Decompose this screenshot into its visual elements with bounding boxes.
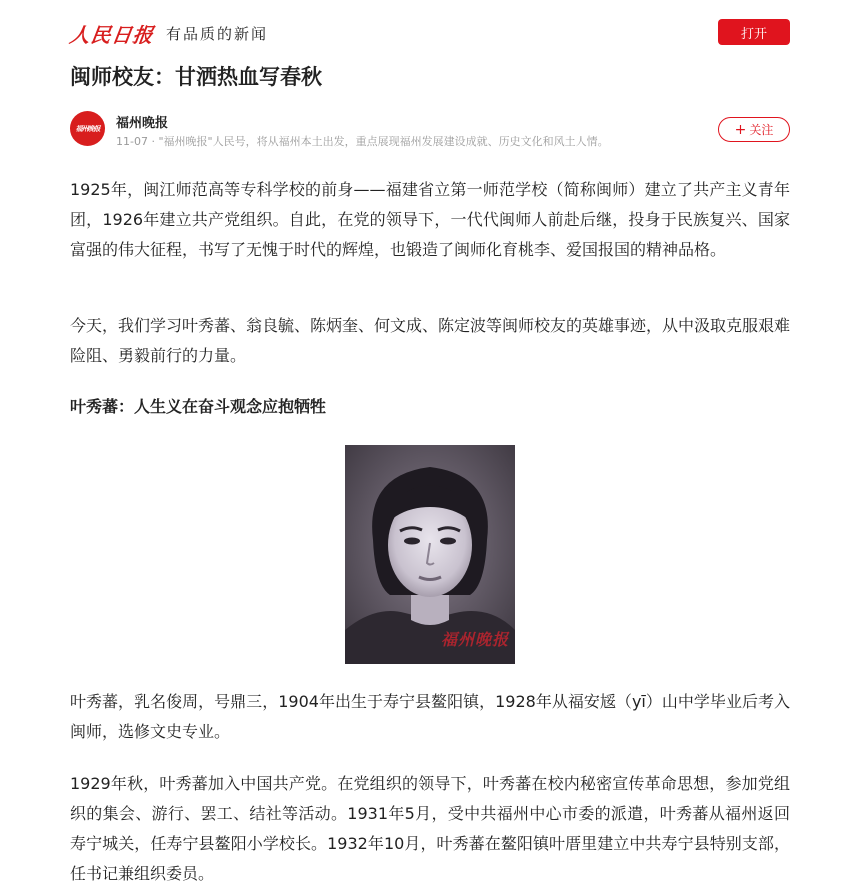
paragraph-history: 1929年秋，叶秀蕃加入中国共产党。在党组织的领导下，叶秀蕃在校内秘密宣传革命思想，参加党组织的集会、游行、罢工、结社等活动。1931年5月，受中共福州中心市委的派遣，叶秀蕃从福州返回寿宁城关，任寿宁县鳌阳小学校长。1932年10月，叶秀蕃在鳌阳镇叶厝里建立中共寿宁县特别支部，任书记兼组织委员。	[70, 774, 790, 883]
author-avatar[interactable]: 福州晚报	[70, 111, 105, 146]
article-title: 闽师校友：甘洒热血写春秋	[70, 65, 322, 89]
follow-label: 关注	[749, 123, 774, 137]
photo-watermark: 福州晚报	[440, 630, 509, 649]
author-row	[70, 110, 790, 150]
top-bar	[70, 18, 790, 48]
open-app-button[interactable]: 打开	[718, 19, 790, 45]
paragraph-bio: 叶秀蕃，乳名俊周，号鼎三，1904年出生于寿宁县鳌阳镇，1928年从福安㞂（yī）山中学毕业后考入闽师，选修文史专业。	[70, 692, 790, 741]
follow-button[interactable]	[718, 117, 790, 142]
plus-icon: +	[734, 121, 747, 138]
paragraph-intro: 1925年，闽江师范高等专科学校的前身——福建省立第一师范学校（简称闽师）建立了共产主义青年团，1926年建立共产党组织。自此，在党的领导下，一代代闽师人前赴后继，投身于民族复兴、国家富强的伟大征程，书写了无愧于时代的辉煌，也锻造了闽师化育桃李、爱国报国的精神品格。	[70, 180, 790, 259]
author-name[interactable]: 福州晚报	[116, 116, 169, 131]
brand	[70, 18, 268, 48]
people-daily-logo[interactable]: 人民日报	[68, 22, 156, 47]
paragraph-lead: 今天，我们学习叶秀蕃、翁良毓、陈炳奎、何文成、陈定波等闽师校友的英雄事迹，从中汲取克服艰难险阻、勇毅前行的力量。	[70, 316, 791, 365]
brand-slogan: 有品质的新闻	[166, 24, 269, 43]
section-heading: 叶秀蕃：人生义在奋斗观念应抱牺牲	[70, 397, 327, 416]
portrait-photo[interactable]	[345, 445, 515, 664]
author-meta: 11-07 · "福州晚报"人民号，将从福州本土出发，重点展现福州发展建设成就、历史文化和风土人情。	[116, 135, 609, 148]
